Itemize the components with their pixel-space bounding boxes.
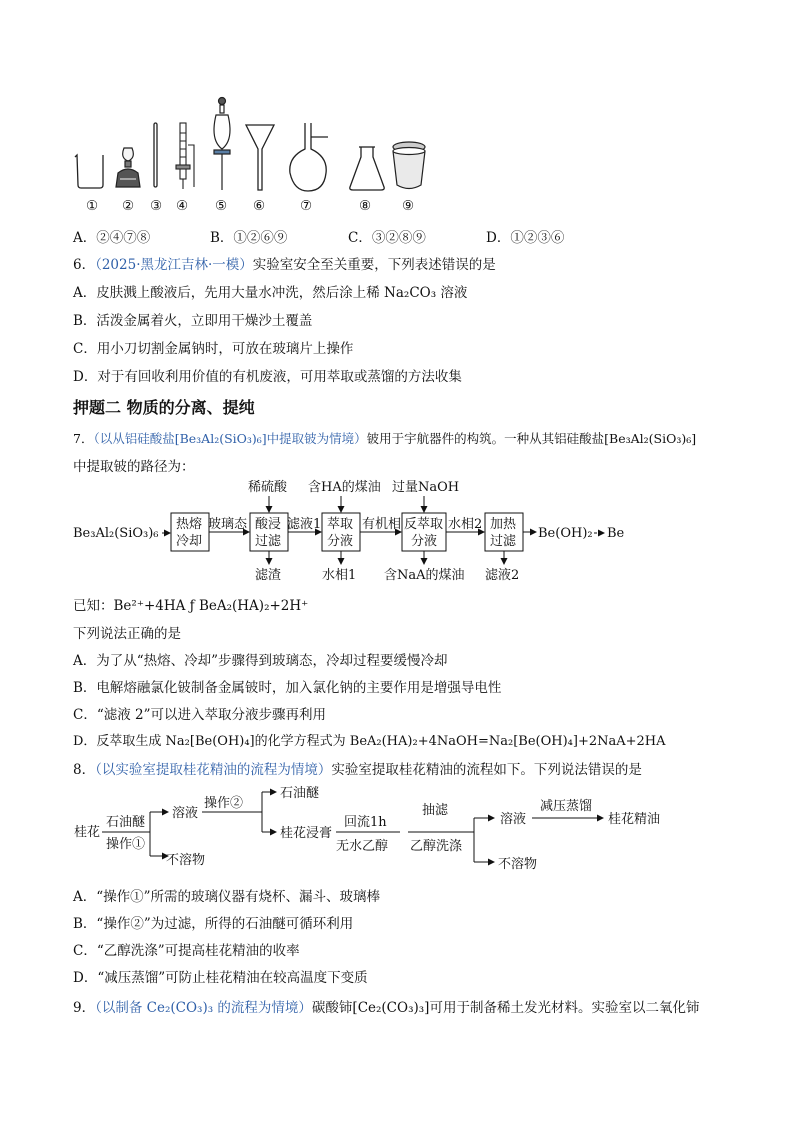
flow-output: 含NaA的煤油 [384, 568, 465, 583]
question-text: 铍用于宇航器件的构筑。一种从其铝硅酸盐[Be₃Al₂(SiO₃)₆] [366, 431, 697, 446]
option-c[interactable]: C．“滤液 2”可以进入萃取分液步骤再利用 [73, 707, 327, 723]
option-b[interactable]: B．活泼金属着火，立即用干燥沙土覆盖 [73, 313, 313, 329]
flow-arrow-label: 有机相 [362, 517, 402, 532]
option-b[interactable]: B．①②⑥⑨ [210, 230, 288, 246]
flow-box-heat-filter [485, 513, 523, 551]
option-b[interactable]: B．电解熔融氯化铍制备金属铍时，加入氯化钠的主要作用是增强导电性 [73, 680, 502, 696]
option-a[interactable]: A．“操作①”所需的玻璃仪器有烧杯、漏斗、玻璃棒 [73, 889, 381, 905]
option-d[interactable]: D．①②③⑥ [486, 230, 565, 246]
svg-text:反萃取: 反萃取 [404, 517, 444, 532]
beryllium-flowchart [70, 478, 640, 588]
flow-output: 水相1 [322, 568, 357, 583]
flow-input: 过量NaOH [392, 480, 460, 495]
flow-label: 减压蒸馏 [540, 799, 593, 814]
separatory-funnel-icon [214, 98, 230, 191]
apparatus-label: ① [86, 198, 99, 214]
flow-box-back-extract [402, 513, 446, 551]
question-source: （以实验室提取桂花精油的流程为情境） [95, 762, 332, 778]
question-number: 8． [73, 762, 96, 778]
svg-text:分液: 分液 [411, 534, 438, 549]
option-d[interactable]: D．对于有回收利用价值的有机废液，可用萃取或蒸馏的方法收集 [73, 369, 462, 385]
funnel-icon [246, 125, 274, 190]
option-d[interactable]: D．“减压蒸馏”可防止桂花精油在较高温度下变质 [73, 970, 368, 986]
question-number: 9． [73, 1000, 96, 1016]
question-source: （以制备 Ce₂(CO₃)₃ 的流程为情境） [95, 1000, 312, 1016]
question-6-stem [73, 253, 496, 273]
flow-label: 石油醚 [106, 815, 146, 830]
flow-arrow-label: 滤液1 [287, 517, 322, 532]
flow-input: 稀硫酸 [248, 480, 288, 495]
alcohol-lamp-icon [116, 148, 140, 187]
flow-label: 抽滤 [422, 803, 449, 818]
option-d[interactable]: D．反萃取生成 Na₂[Be(OH)₄]的化学方程式为 BeA₂(HA)₂+4NaOH=Na₂[Be(OH)₄]+2NaA+2HA [73, 734, 666, 749]
svg-text:过滤: 过滤 [490, 534, 517, 549]
flow-input: 含HA的煤油 [308, 480, 381, 495]
option-c[interactable]: C．“乙醇洗涤”可提高桂花精油的收率 [73, 943, 300, 959]
flow-node: 桂花精油 [608, 812, 661, 827]
apparatus-label: ② [122, 198, 135, 214]
option-c[interactable]: C．用小刀切割金属钠时，可放在玻璃片上操作 [73, 341, 354, 357]
question-number: 6． [73, 257, 96, 273]
svg-text:加热: 加热 [490, 517, 517, 532]
burette-icon [176, 123, 194, 189]
flow-end: Be(OH)₂ [538, 526, 593, 541]
question-text: 实验室安全至关重要，下列表述错误的是 [252, 257, 496, 273]
question-text: 实验室提取桂花精油的流程如下。下列说法错误的是 [331, 762, 642, 778]
flow-node: 溶液 [500, 812, 527, 827]
flow-label: 回流1h [344, 815, 387, 830]
apparatus-label: ⑧ [359, 198, 372, 214]
known-condition: 已知：Be²⁺+4HA ƒ BeA₂(HA)₂+2H⁺ [73, 598, 309, 614]
flow-start: Be₃Al₂(SiO₃)₆ [73, 526, 159, 541]
flow-arrow-label: 玻璃态 [208, 517, 248, 532]
crucible-icon [393, 142, 425, 189]
flow-label: 操作② [204, 796, 244, 811]
flow-box-extract [322, 513, 360, 551]
svg-text:冷却: 冷却 [176, 534, 203, 549]
svg-text:过滤: 过滤 [255, 534, 282, 549]
flow-node: 溶液 [172, 806, 199, 821]
flow-output: 滤渣 [255, 568, 282, 583]
apparatus-label: ⑥ [253, 198, 266, 214]
flow-box-melt [171, 513, 209, 551]
flow-arrow-label: 水相2 [448, 517, 483, 532]
apparatus-label: ⑤ [215, 198, 228, 214]
question-number: 7． [73, 431, 94, 446]
svg-text:热熔: 热熔 [176, 517, 203, 532]
option-c[interactable]: C．③②⑧⑨ [348, 230, 426, 246]
apparatus-label: ③ [150, 198, 163, 214]
flow-label: 操作① [106, 837, 146, 852]
question-source: （2025·黑龙江吉林·一模） [95, 257, 253, 273]
question-8-stem [73, 758, 642, 778]
option-a[interactable]: A．②④⑦⑧ [73, 230, 151, 246]
question-7-stem [73, 429, 696, 447]
flow-node: 不溶物 [166, 853, 206, 868]
flow-node: 石油醚 [280, 786, 320, 801]
flow-label: 无水乙醇 [336, 839, 389, 854]
option-a[interactable]: A．为了从“热熔、冷却”步骤得到玻璃态，冷却过程要缓慢冷却 [73, 653, 448, 669]
svg-text:萃取: 萃取 [327, 517, 354, 532]
apparatus-label: ④ [176, 198, 189, 214]
beaker-icon [75, 155, 103, 188]
flow-label: 乙醇洗涤 [410, 839, 463, 854]
question-text: 中提取铍的路径为： [73, 459, 195, 475]
section-title: 押题二 物质的分离、提纯 [73, 398, 255, 417]
option-b[interactable]: B．“操作②”为过滤，所得的石油醚可循环利用 [73, 916, 354, 932]
flow-box-acid-leach [250, 513, 288, 551]
question-9-stem [73, 996, 699, 1016]
glass-rod-icon [154, 123, 157, 187]
flow-node: 桂花浸膏 [280, 826, 333, 841]
question-source: （以从铝硅酸盐[Be₃Al₂(SiO₃)₆]中提取铍为情境） [93, 431, 367, 446]
apparatus-label: ⑦ [300, 198, 313, 214]
question-text: 碳酸铈[Ce₂(CO₃)₃]可用于制备稀土发光材料。实验室以二氧化铈 [311, 1000, 700, 1016]
conical-flask-icon [350, 147, 384, 190]
apparatus-label: ⑨ [402, 198, 415, 214]
flow-final: Be [607, 526, 625, 541]
flow-output: 滤液2 [485, 568, 520, 583]
svg-text:酸浸: 酸浸 [255, 517, 282, 532]
round-flask-icon [290, 123, 328, 191]
flow-node: 不溶物 [498, 857, 538, 872]
flow-start: 桂花 [74, 825, 101, 840]
question-prompt: 下列说法正确的是 [73, 626, 181, 642]
option-a[interactable]: A．皮肤溅上酸液后，先用大量水冲洗，然后涂上稀 Na₂CO₃ 溶液 [73, 285, 468, 301]
svg-text:分液: 分液 [327, 534, 354, 549]
osmanthus-flowchart [70, 780, 700, 880]
